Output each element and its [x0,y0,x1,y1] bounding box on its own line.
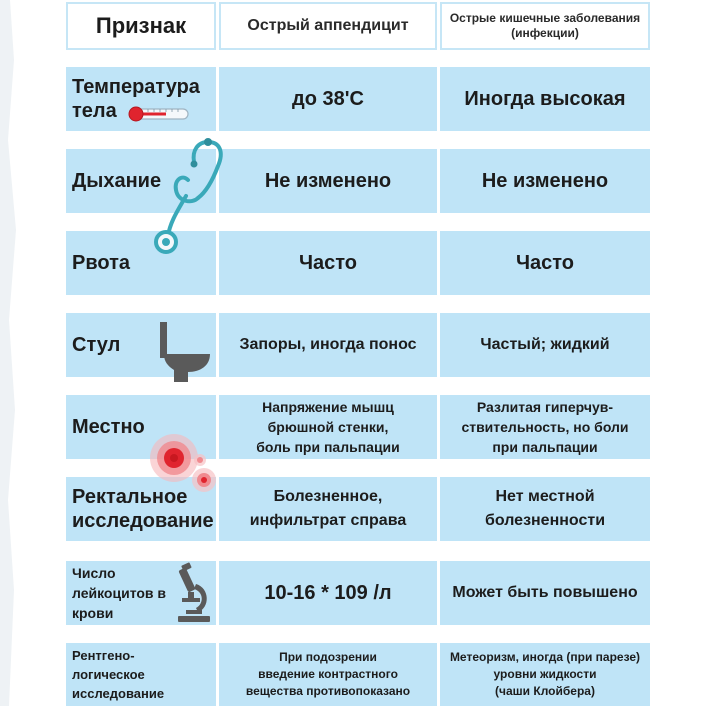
infection-value: Частый; жидкий [480,336,610,353]
row-vomiting-appendicitis [219,231,437,295]
row-temperature-sign [66,67,216,131]
row-vomiting-infection [440,231,650,295]
sign-label: Рентгено- логическое исследование [72,648,165,701]
appendicitis-value: Напряжение мышц брюшной стенки, боль при пальпации [256,399,400,455]
sign-label: Дыхание [72,170,162,192]
sign-label: Стул [72,334,121,356]
infection-value: Иногда высокая [464,87,626,110]
decorative-left-strip [0,0,34,706]
infection-value: Может быть повышено [452,584,638,601]
sign-label: Ректальное исследование [72,486,214,532]
appendicitis-value: до 38'С [292,87,364,110]
row-xray-infection [440,643,650,706]
appendicitis-value: Болезненное, инфильтрат справа [249,488,407,529]
appendicitis-value: При подозрении введение контрастного вещества противопоказано [245,650,411,698]
infection-value: Не изменено [481,169,609,192]
header-sign [66,2,216,50]
row-temperature-infection [440,67,650,131]
infection-value: Часто [515,251,575,274]
row-leukocytes-sign [66,561,216,625]
infection-value: Нет местной болезненности [484,488,606,529]
appendicitis-value: Запоры, иногда понос [239,336,417,353]
row-breathing-appendicitis [219,149,437,213]
row-local-infection [440,395,650,459]
row-leukocytes-infection [440,561,650,625]
header-infection [440,2,650,50]
row-breathing-sign [66,149,216,213]
sign-label: Число лейкоцитов в крови [72,565,167,621]
row-breathing-infection [440,149,650,213]
sign-label: Рвота [72,252,131,274]
appendicitis-value: 10-16 * 109 /л [264,581,392,604]
sign-label: Местно [72,416,145,438]
row-local-appendicitis [219,395,437,459]
row-stool-sign [66,313,216,377]
row-xray-appendicitis [219,643,437,706]
row-stool-appendicitis [219,313,437,377]
row-rectal-sign [66,477,216,541]
header-infection-label: Острые кишечные заболевания (инфекции) [449,11,641,40]
infection-value: Метеоризм, иногда (при парезе) уровни жидкости (чаши Клойбера) [449,650,641,698]
header-appendicitis [219,2,437,50]
row-rectal-appendicitis [219,477,437,541]
header-appendicitis-label: Острый аппендицит [247,17,409,34]
infection-value: Разлитая гиперчув- ствительность, но боли при пальпации [461,399,629,455]
sign-label: Температура тела [72,76,200,122]
row-stool-infection [440,313,650,377]
row-local-sign [66,395,216,459]
row-leukocytes-appendicitis [219,561,437,625]
appendicitis-value: Не изменено [264,169,392,192]
header-sign-label: Признак [95,13,187,38]
row-xray-sign [66,643,216,706]
row-temperature-appendicitis [219,67,437,131]
row-rectal-infection [440,477,650,541]
appendicitis-value: Часто [298,251,358,274]
row-vomiting-sign [66,231,216,295]
